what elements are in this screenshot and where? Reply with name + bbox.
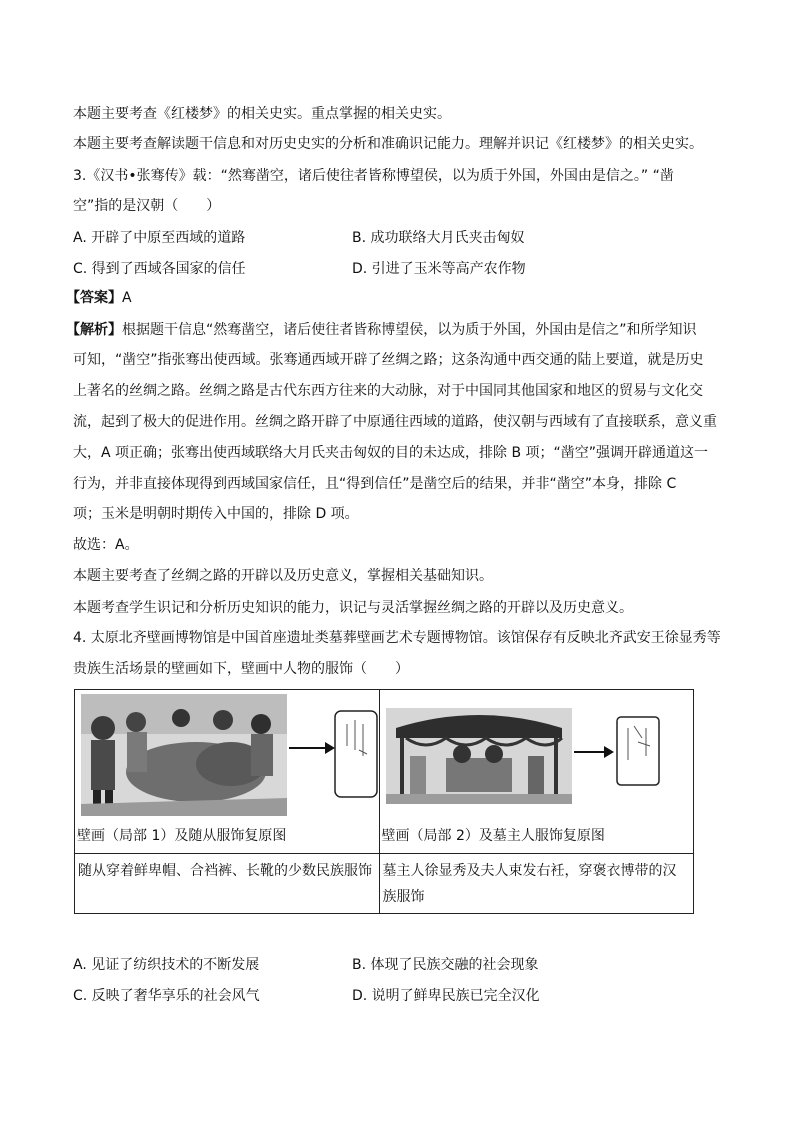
q4-option-d: D. 说明了鲜卑民族已完全汉化 xyxy=(352,988,540,1004)
mural-caption-left: 壁画（局部 1）及随从服饰复原图 xyxy=(77,828,287,844)
analysis-tag: 【解析】 xyxy=(66,322,122,338)
costume-reconstruction-2-image xyxy=(616,716,660,786)
mural-fragment-1-image xyxy=(81,694,287,816)
q3-option-d: D. 引进了玉米等高产农作物 xyxy=(352,261,526,277)
question-4-stem: 4. 太原北齐壁画博物馆是中国首座遗址类墓葬壁画艺术专题博物馆。该馆保存有反映北齐武安王徐显秀等 xyxy=(73,630,721,646)
text-line: 本题主要考查解读题干信息和对历史史实的分析和准确识记能力。理解并识记《红楼梦》的相关史实。 xyxy=(73,136,703,152)
note-line: 本题考查学生识记和分析历史知识的能力，识记与灵活掌握丝绸之路的开辟以及历史意义。 xyxy=(73,600,633,616)
answer-tag: 【答案】 xyxy=(66,290,122,306)
mural-cell-right xyxy=(379,690,694,854)
q3-choice: 故选：A。 xyxy=(73,537,139,553)
answer-value: A xyxy=(122,290,132,306)
costume-reconstruction-1-image xyxy=(333,710,379,798)
mural-cell-left xyxy=(75,690,380,854)
mural-caption-right: 壁画（局部 2）及墓主人服饰复原图 xyxy=(381,828,605,844)
q3-answer xyxy=(66,288,132,308)
q3-option-b: B. 成功联络大月氏夹击匈奴 xyxy=(352,230,525,246)
question-4-stem-cont: 贵族生活场景的壁画如下，壁画中人物的服饰（ ） xyxy=(73,661,409,677)
note-line: 本题主要考查了丝绸之路的开辟以及历史意义，掌握相关基础知识。 xyxy=(73,568,493,584)
question-3-stem-cont: 空”指的是汉朝（ ） xyxy=(73,198,221,214)
text-line: 本题主要考查《红楼梦》的相关史实。重点掌握的相关史实。 xyxy=(73,106,451,122)
question-3-stem: 3.《汉书•张骞传》载：“然骞凿空，诸后使往者皆称博望侯，以为质于外国，外国由是信之。” “凿 xyxy=(73,168,674,184)
q4-option-b: B. 体现了民族交融的社会现象 xyxy=(352,957,539,973)
arrow-right-icon xyxy=(289,738,335,758)
analysis-line: 流，起到了极大的促进作用。丝绸之路开辟了中原通往西域的道路，使汉朝与西域有了直接联系，意义重 xyxy=(73,414,717,430)
q3-analysis-first xyxy=(66,320,697,340)
analysis-text: 根据题干信息“然骞凿空，诸后使往者皆称博望侯，以为质于外国，外国由是信之”和所学知识 xyxy=(122,322,697,338)
analysis-line: 项；玉米是明朝时期传入中国的，排除 D 项。 xyxy=(73,506,359,522)
analysis-line: 行为，并非直接体现得到西域国家信任，且“得到信任”是凿空后的结果，并非“凿空”本身，排除 C xyxy=(73,476,677,492)
costume-desc-right: 墓主人徐显秀及夫人束发右衽，穿褒衣博带的汉族服饰 xyxy=(379,854,694,914)
q3-option-c: C. 得到了西域各国家的信任 xyxy=(73,261,246,277)
q4-option-c: C. 反映了奢华享乐的社会风气 xyxy=(73,988,260,1004)
mural-fragment-2-image xyxy=(386,708,572,804)
mural-figure-table xyxy=(74,689,694,914)
q3-option-a: A. 开辟了中原至西域的道路 xyxy=(73,230,246,246)
arrow-right-icon xyxy=(574,742,614,762)
analysis-line: 可知，“凿空”指张骞出使西域。张骞通西域开辟了丝绸之路；这条沟通中西交通的陆上要道，就是历史 xyxy=(73,352,704,368)
analysis-line: 大，A 项正确；张骞出使西域联络大月氏夹击匈奴的目的未达成，排除 B 项；“凿空”强调开辟通道这一 xyxy=(73,445,709,461)
costume-desc-left: 随从穿着鲜卑帽、合裆裤、长靴的少数民族服饰 xyxy=(75,854,380,914)
q4-option-a: A. 见证了纺织技术的不断发展 xyxy=(73,957,260,973)
analysis-line: 上著名的丝绸之路。丝绸之路是古代东西方往来的大动脉，对于中国同其他国家和地区的贸易与文化交 xyxy=(73,383,703,399)
